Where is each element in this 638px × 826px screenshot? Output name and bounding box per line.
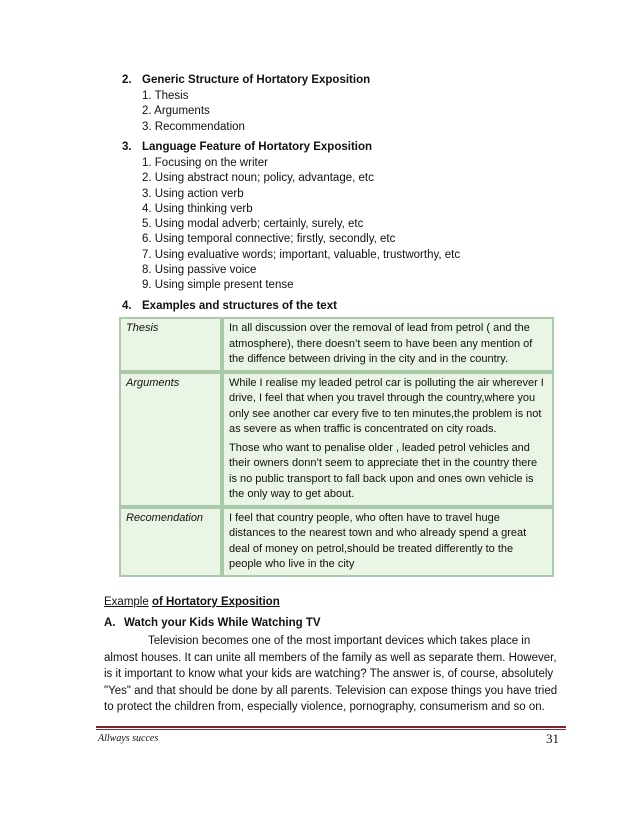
row-text-thesis — [222, 317, 554, 372]
table-row — [119, 507, 554, 577]
section-2-title: Generic Structure of Hortatory Exposition — [142, 74, 371, 86]
list-item: 4. Using thinking verb — [142, 202, 253, 215]
list-item: 2. Using abstract noun; policy, advantage, etc — [142, 172, 374, 185]
page-number: 31 — [546, 731, 559, 746]
section-2-list — [142, 89, 245, 135]
example-sub-letter: A. — [104, 617, 116, 629]
example-label-prefix: Example — [104, 596, 149, 608]
table-paragraph: In all discussion over the removal of lead from petrol ( and the atmosphere), there doesn’t seem to have been any mention of the diffence between driving in the city and in the country. — [229, 322, 533, 365]
example-subheading — [104, 617, 321, 629]
list-item: 3. Using action verb — [142, 187, 244, 200]
example-paragraph: Television becomes one of the most important devices which takes place in almost houses. It can unite all members of the family as well as separate them. However, is it important to know what your kids are watching? The answer is, of course, absolutely "Yes" and that should be done by all parents. Television can expose things you have tried to protect the children from, especially violence, pornography, consumerism and so on. — [104, 635, 558, 713]
row-text-arguments — [222, 372, 554, 507]
section-3-number: 3. — [122, 141, 132, 153]
table-row — [119, 317, 554, 372]
list-item: 1. Thesis — [142, 90, 189, 102]
example-label-rest: of Hortatory Exposition — [151, 596, 280, 608]
section-3-heading — [122, 141, 372, 153]
list-item: 6. Using temporal connective; firstly, secondly, etc — [142, 233, 396, 246]
section-4-heading — [122, 300, 337, 312]
section-2-number: 2. — [122, 74, 132, 86]
structure-table — [119, 317, 554, 577]
list-item: 9. Using simple present tense — [142, 279, 294, 292]
example-body — [104, 633, 564, 716]
footer-divider — [96, 726, 566, 728]
list-item: 5. Using modal adverb; certainly, surely, etc — [142, 218, 364, 231]
example-sub-title: Watch your Kids While Watching TV — [124, 617, 321, 629]
row-text-recommendation — [222, 507, 554, 577]
list-item: 2. Arguments — [142, 105, 210, 118]
footer-divider-thin — [96, 729, 566, 730]
example-heading — [104, 596, 280, 608]
table-paragraph: I feel that country people, who often have to travel huge distances to the nearest town and who already spend a great deal of money on petrol,should be treated differently to the people who live in the city — [229, 511, 527, 570]
row-label-arguments: Arguments — [119, 372, 222, 507]
list-item: 7. Using evaluative words; important, valuable, trustworthy, etc — [142, 248, 461, 261]
section-4-number: 4. — [122, 300, 132, 312]
list-item: 1. Focusing on the writer — [142, 157, 268, 169]
table-paragraph: While I realise my leaded petrol car is polluting the air wherever I drive, I feel that when you travel through the country,where you only see another car every five to ten minutes,the problem is not as severe as when traffic is concentrated on city roads. — [229, 376, 544, 435]
section-4-title: Examples and structures of the text — [142, 300, 337, 312]
section-3-title: Language Feature of Hortatory Exposition — [142, 141, 373, 153]
list-item: 3. Recommendation — [142, 120, 245, 133]
row-label-recommendation: Recomendation — [119, 507, 222, 577]
row-label-thesis: Thesis — [119, 317, 222, 372]
list-item: 8. Using passive voice — [142, 264, 257, 277]
section-2-heading — [122, 74, 370, 86]
table-row — [119, 372, 554, 507]
section-3-list — [142, 156, 460, 294]
table-paragraph: Those who want to penalise older , leaded petrol vehicles and their owners donn’t seem to appreciate thet in the country there is no public transport to fall back upon and ones own vehicle is the only way to get about. — [229, 441, 538, 500]
footer-motto: Allways succes — [98, 733, 159, 744]
